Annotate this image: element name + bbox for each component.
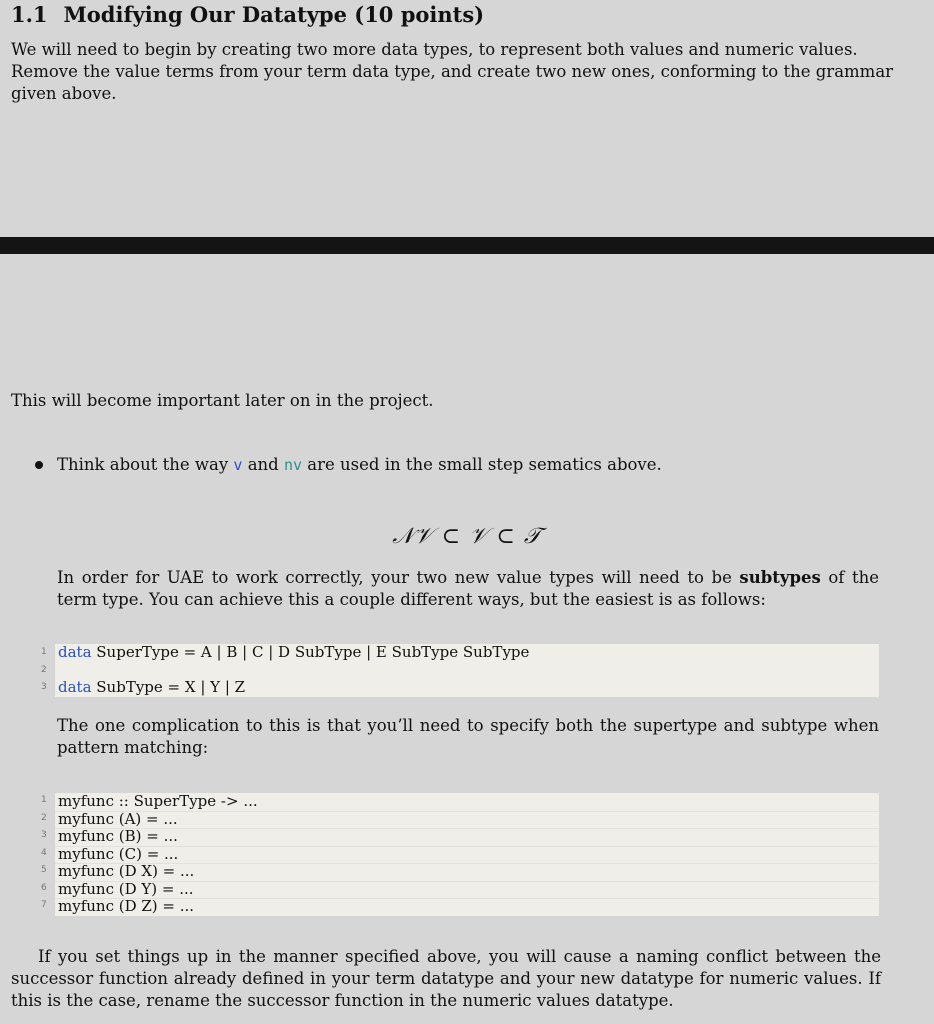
code-line: myfunc (C) = ... [58, 844, 179, 863]
code-line: myfunc (D Z) = ... [58, 897, 195, 915]
line-number: 1 [41, 647, 47, 657]
line-number: 5 [41, 865, 47, 875]
code-keyword: data [58, 678, 92, 696]
section-title: Modifying Our Datatype (10 points) [63, 2, 485, 27]
line-number: 7 [41, 900, 47, 910]
redaction-bar [0, 237, 934, 254]
line-number: 3 [41, 830, 47, 840]
code-line: myfunc (D Y) = ... [58, 879, 194, 898]
code-line: myfunc (A) = ... [58, 809, 178, 828]
subtype-bold: subtypes [739, 568, 821, 587]
bullet-v: v [233, 456, 243, 474]
line-number: 2 [41, 812, 47, 823]
bullet-icon [35, 461, 43, 469]
code-text: SubType = X | Y | Z [91, 678, 246, 696]
code-line [41, 678, 246, 697]
bullet-prefix: Think about the way [57, 455, 234, 474]
line-number: 4 [41, 847, 47, 858]
code-line [41, 643, 530, 662]
bullet-nv: nv [283, 456, 303, 474]
bullet-text [57, 454, 662, 476]
intro-paragraph: We will need to begin by creating two more data types, to represent both values and numeric values. Remove the value terms from your term data type, and create two new ones, conforming to the grammar given above. [11, 40, 894, 103]
line-number: 1 [41, 795, 47, 805]
section-number: 1.1 [11, 2, 48, 27]
complication-paragraph: The one complication to this is that you’ll need to specify both the supertype and subtype when pattern matching: [57, 716, 879, 757]
subtype-paragraph-before: In order for UAE to work correctly, your two new value types will need to be [57, 568, 740, 587]
bullet-suffix: are used in the small step sematics above. [302, 455, 662, 474]
code-block-2 [41, 792, 879, 916]
bullet-item [35, 454, 662, 476]
code-line: myfunc (B) = ... [58, 827, 178, 845]
important-note: This will become important later on in the project. [11, 391, 434, 410]
line-number: 2 [41, 664, 47, 675]
code-line: myfunc (D X) = ... [58, 862, 195, 880]
row-separator [55, 828, 879, 829]
code-keyword: data [58, 643, 92, 661]
line-number: 6 [41, 882, 47, 893]
code-line [41, 662, 58, 680]
subtype-paragraph-after: of the term type. You can achieve this a couple different ways, but the easiest is as follows: [57, 568, 879, 609]
code-text: SuperType = A | B | C | D SubType | E SubType SubType [91, 643, 530, 661]
line-number: 3 [41, 682, 47, 692]
row-separator [55, 811, 879, 812]
subtype-paragraph [57, 567, 879, 611]
section-heading [11, 2, 484, 27]
code-block-1 [41, 643, 879, 697]
final-paragraph: If you set things up in the manner specified above, you will cause a naming conflict between the successor function already defined in your term datatype and your new datatype for numeric values. If this is the case, rename the successor function in the numeric values datatype. [11, 947, 881, 1010]
math-expression: 𝒩𝒱 ⊂ 𝒱 ⊂ 𝒯 [392, 524, 542, 549]
code-line: myfunc :: SuperType -> ... [58, 792, 258, 810]
bullet-middle: and [242, 455, 284, 474]
row-separator [55, 846, 879, 847]
